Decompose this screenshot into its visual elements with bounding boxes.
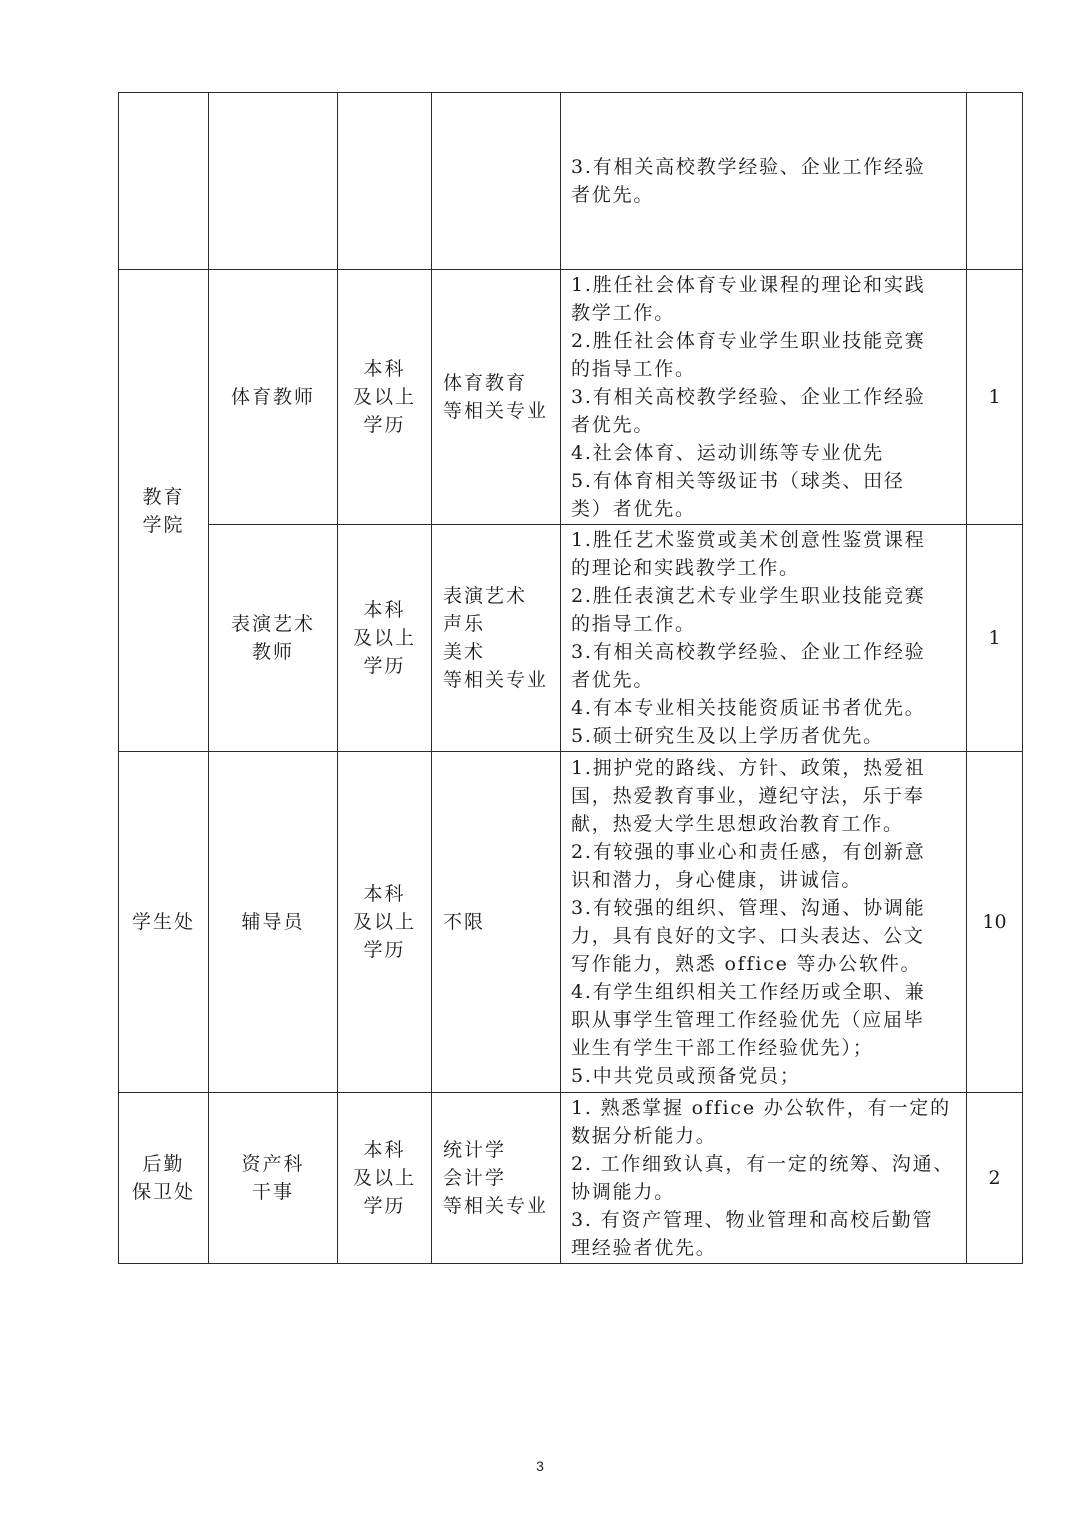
- education-cell: [338, 93, 432, 270]
- requirements-cell: [561, 525, 967, 752]
- requirement-line: 业生有学生干部工作经验优先）；: [571, 1037, 874, 1059]
- requirement-line: 1.胜任艺术鉴赏或美术创意性鉴赏课程: [571, 529, 926, 551]
- department-cell: 学生处: [119, 752, 209, 1093]
- education-cell: 本科 及以上 学历: [338, 270, 432, 525]
- requirement-line: 理经验者优先。: [571, 1237, 717, 1259]
- department-cell: 后勤 保卫处: [119, 1093, 209, 1264]
- position-cell: 表演艺术 教师: [209, 525, 338, 752]
- requirement-line: 者优先。: [571, 669, 655, 691]
- requirement-line: 力，具有良好的文字、口头表达、公文: [571, 925, 925, 947]
- page-number: 3: [536, 1458, 544, 1474]
- requirement-line: 4.社会体育、运动训练等专业优先: [571, 442, 884, 464]
- recruitment-table: [118, 92, 1023, 1264]
- requirement-line: 者优先。: [571, 414, 655, 436]
- education-cell: 本科 及以上 学历: [338, 752, 432, 1093]
- requirement-line: 4.有学生组织相关工作经历或全职、兼: [571, 981, 926, 1003]
- requirement-line: 的指导工作。: [571, 613, 696, 635]
- position-cell: [209, 93, 338, 270]
- requirements-cell: [561, 270, 967, 525]
- table-row: [119, 525, 1023, 752]
- requirement-line: 2.有较强的事业心和责任感，有创新意: [571, 841, 926, 863]
- requirement-line: 1.胜任社会体育专业课程的理论和实践: [571, 274, 926, 296]
- table-row: [119, 270, 1023, 525]
- requirement-line: 3.有相关高校教学经验、企业工作经验: [571, 156, 926, 178]
- count-cell: 1: [967, 270, 1023, 525]
- requirements-cell: [561, 93, 967, 270]
- education-cell: 本科 及以上 学历: [338, 525, 432, 752]
- major-cell: [432, 93, 561, 270]
- requirements-cell: [561, 752, 967, 1093]
- department-cell: 教育 学院: [119, 270, 209, 752]
- requirement-line: 1. 熟悉掌握 office 办公软件，有一定的: [571, 1097, 951, 1119]
- requirement-line: 类）者优先。: [571, 498, 696, 520]
- department-cell: [119, 93, 209, 270]
- requirement-line: 3.有相关高校教学经验、企业工作经验: [571, 641, 926, 663]
- count-cell: [967, 93, 1023, 270]
- requirement-line: 的指导工作。: [571, 358, 696, 380]
- requirement-line: 3.有相关高校教学经验、企业工作经验: [571, 386, 926, 408]
- requirement-line: 国，热爱教育事业，遵纪守法，乐于奉: [571, 785, 925, 807]
- count-cell: 2: [967, 1093, 1023, 1264]
- education-cell: 本科 及以上 学历: [338, 1093, 432, 1264]
- requirement-line: 协调能力。: [571, 1181, 676, 1203]
- requirement-line: 写作能力，熟悉 office 等办公软件。: [571, 953, 922, 975]
- requirement-line: 5.硕士研究生及以上学历者优先。: [571, 725, 884, 747]
- requirement-line: 教学工作。: [571, 302, 676, 324]
- count-cell: 1: [967, 525, 1023, 752]
- position-cell: 辅导员: [209, 752, 338, 1093]
- position-cell: 体育教师: [209, 270, 338, 525]
- requirement-line: 数据分析能力。: [571, 1125, 717, 1147]
- requirement-line: 的理论和实践教学工作。: [571, 557, 800, 579]
- requirement-line: 识和潜力，身心健康，讲诚信。: [571, 869, 863, 891]
- requirement-line: 3. 有资产管理、物业管理和高校后勤管: [571, 1209, 934, 1231]
- requirement-line: 2. 工作细致认真，有一定的统筹、沟通、: [571, 1153, 955, 1175]
- requirement-line: 3.有较强的组织、管理、沟通、协调能: [571, 897, 926, 919]
- table-row: [119, 752, 1023, 1093]
- requirement-line: 4.有本专业相关技能资质证书者优先。: [571, 697, 926, 719]
- requirement-line: 献，热爱大学生思想政治教育工作。: [571, 813, 904, 835]
- major-cell: 统计学 会计学 等相关专业: [432, 1093, 561, 1264]
- count-cell: 10: [967, 752, 1023, 1093]
- requirement-line: 职从事学生管理工作经验优先（应届毕: [571, 1009, 925, 1031]
- table-row: [119, 1093, 1023, 1264]
- requirements-cell: [561, 1093, 967, 1264]
- major-cell: 表演艺术 声乐 美术 等相关专业: [432, 525, 561, 752]
- major-cell: 体育教育 等相关专业: [432, 270, 561, 525]
- requirement-line: 者优先。: [571, 184, 655, 206]
- major-cell: 不限: [432, 752, 561, 1093]
- table-row: [119, 93, 1023, 270]
- requirement-line: 2.胜任表演艺术专业学生职业技能竞赛: [571, 585, 926, 607]
- requirement-line: 2.胜任社会体育专业学生职业技能竞赛: [571, 330, 926, 352]
- requirement-line: 5.中共党员或预备党员；: [571, 1065, 801, 1087]
- requirement-line: 5.有体育相关等级证书（球类、田径: [571, 470, 905, 492]
- position-cell: 资产科 干事: [209, 1093, 338, 1264]
- requirement-line: 1.拥护党的路线、方针、政策，热爱祖: [571, 757, 926, 779]
